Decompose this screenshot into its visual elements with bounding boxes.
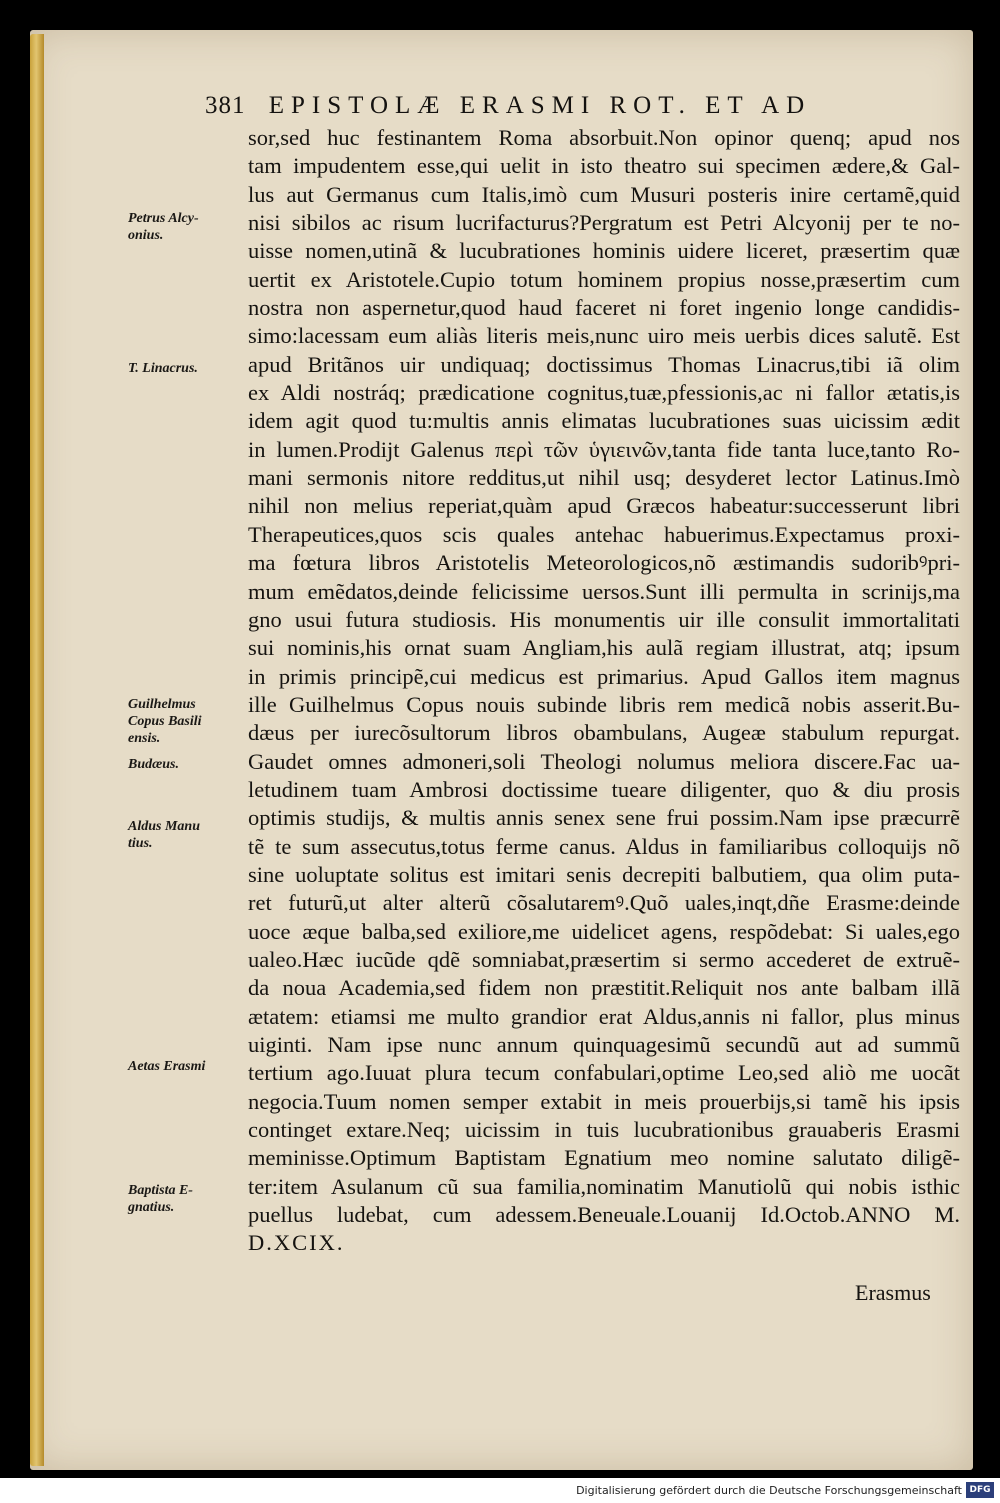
text-line: nisi sibilos ac risum lucrifacturus?Pergratum est Petri Alcyonij per te no- (248, 210, 960, 236)
margin-note-line: tius. (128, 836, 153, 851)
text-line: in lumen.Prodijt Galenus περὶ τῶν ὑγιεινῶν,tanta fide tanta luce,tanto Ro- (248, 436, 960, 462)
text-line: Therapeutices,quos scis quales antehac habuerimus.Expectamus proxi- (248, 521, 960, 547)
funding-credit: Digitalisierung gefördert durch die Deutsche Forschungsgemeinschaft (576, 1484, 962, 1497)
margin-note-line: gnatius. (128, 1200, 175, 1215)
text-line: ætatem: etiamsi me multo grandior erat Aldus,annis ni fallor, plus minus (248, 1003, 960, 1029)
text-line: da noua Academia,sed fidem non præstitit.Reliquit nos ante balbam illã (248, 975, 960, 1001)
footer-bar (0, 1478, 1000, 1503)
text-line: mum emẽdatos,deinde felicissime uersos.Sunt illi permulta in scrinijs,ma (248, 578, 960, 604)
margin-note-line: T. Linacrus. (128, 361, 198, 376)
gilt-page-edge (30, 34, 44, 1466)
margin-note-line: Guilhelmus (128, 697, 196, 712)
margin-note-line: Aldus Manu (128, 819, 200, 834)
text-line: optimis studijs, & multis annis senex sene frui possim.Nam ipse præcurrẽ (248, 805, 960, 831)
text-line: ter:item Asulanum cũ sua familia,nominatim Manutiolũ qui nobis isthic (248, 1173, 960, 1199)
text-line: ex Aldi nostráq; prædicatione cognitus,tuæ,pfessionis,ac ni fallor ætatis,is (248, 380, 960, 406)
margin-note-line: Budæus. (128, 757, 179, 772)
text-line: negocia.Tuum nomen semper extabit in meis prouerbijs,si tamẽ his ipsis (248, 1088, 960, 1114)
text-line: ma fœtura libros Aristotelis Meteorologicos,nõ æstimandis sudoribꝰpri- (248, 550, 960, 576)
text-line: nihil non melius reperiat,quàm apud Græcos habeatur:successerunt libri (248, 493, 960, 519)
text-line: sor,sed huc festinantem Roma absorbuit.Non opinor quenq; apud nos (248, 125, 960, 150)
text-line: sui nominis,his ornat suam Angliam,his aulã regiam illustrat, atq; ipsum (248, 635, 960, 661)
text-line: tertium ago.Iuuat plura tecum confabulari,optime Leo,sed aliò me uocãt (248, 1060, 960, 1086)
text-line: mani sermonis nitore redditus,ut nihil usq; desyderet lector Latinus.Imò (248, 465, 960, 491)
text-line: simo:lacessam eum aliàs literis meis,nunc uiro meis uerbis dices salutẽ. Est (248, 323, 960, 349)
margin-note-egnatius (128, 1182, 246, 1216)
margin-note-line: Baptista E- (128, 1183, 193, 1198)
margin-note-line: Aetas Erasmi (128, 1059, 206, 1074)
running-title: EPISTOLÆ ERASMI ROT. ET AD (268, 92, 812, 119)
running-header (205, 92, 955, 126)
text-line: uoce æque balba,sed exiliore,me uidelicet agens, respõdebat: Si uales,ego (248, 918, 960, 944)
text-line: ille Guilhelmus Copus nouis subinde libris rem medicã nobis asserit.Bu- (248, 691, 960, 717)
text-line: puellus ludebat, cum adessem.Beneuale.Louanij Id.Octob.ANNO M. (248, 1202, 960, 1228)
margin-note-linacrus (128, 360, 246, 377)
text-line: uisse nomen,utinã & lucubrationes hominis uidere liceret, præsertim quæ (248, 238, 960, 264)
text-line: ret futurũ,ut alter alterũ cõsalutaremꝰ.Quõ uales,inqt,dñe Erasme:deinde (248, 890, 960, 916)
margin-note-copus (128, 696, 246, 747)
text-line: meminisse.Optimum Baptistam Egnatium meo nomine salutato diligẽ- (248, 1145, 960, 1171)
text-line: uiginti. Nam ipse nunc annum quinquagesimũ secundũ aut ad summũ (248, 1032, 960, 1057)
text-line: D.XCIX. (248, 1230, 345, 1256)
text-line: idem agit quod tu:multis annis elimatas lucubrationes suas uicissim ædit (248, 408, 960, 434)
margin-note-aetas-erasmi (128, 1058, 246, 1075)
margin-note-line: ensis. (128, 731, 161, 746)
text-line: tam impudentem esse,qui uelit in isto theatro sui specimen ædere,& Gal- (248, 153, 960, 179)
text-line: tẽ te sum assecutus,totus ferme canus. Aldus in familiaribus colloquijs nõ (248, 833, 960, 859)
margin-note-line: onius. (128, 228, 164, 243)
margin-note-alcyonius (128, 210, 246, 244)
page-number: 381 (205, 92, 246, 119)
text-line: in primis principẽ,cui medicus est primarius. Apud Gallos item magnus (248, 663, 960, 689)
margin-note-line: Petrus Alcy- (128, 211, 199, 226)
dfg-logo-icon: DFG (966, 1482, 994, 1498)
text-line: apud Britãnos uir undiquaq; doctissimus Thomas Linacrus,tibi iã olim (248, 351, 960, 377)
margin-note-aldus (128, 818, 246, 852)
text-line: ualeo.Hæc iucũde qdẽ somniabat,præsertim si sermo accederet de extruẽ- (248, 946, 960, 972)
text-line: uertit ex Aristotele.Cupio totum hominem propius nosse,præsertim cum (248, 266, 960, 292)
text-line: continget extare.Neq; uicissim in tuis lucubrationibus grauaberis Erasmi (248, 1117, 960, 1143)
text-line: sine uoluptate solitus est imitari senis decrepiti balbutiem, qua olim puta- (248, 861, 960, 887)
text-line: letudinem tuam Ambrosi doctissime tueare diligenter, quo & diu prosis (248, 776, 960, 802)
text-line: dæus per iurecõsultorum libros obambulans, Augeæ stabulum repurgat. (248, 720, 960, 746)
text-line: nostra non aspernetur,quod haud faceret ni foret ingenio longe candidis- (248, 295, 960, 321)
text-line: lus aut Germanus cum Italis,imò cum Musuri posteris inire certamẽ,quid (248, 181, 960, 207)
main-text-block (248, 124, 960, 1258)
margin-note-budaeus (128, 756, 246, 773)
text-line: gno usui futura studiosis. His monumentis uir ille consulit immortalitati (248, 606, 960, 632)
text-line: Gaudet omnes admoneri,soli Theologi nolumus meliora discere.Fac ua- (248, 748, 960, 774)
margin-note-line: Copus Basili (128, 714, 202, 729)
catchword: Erasmus (855, 1280, 931, 1305)
